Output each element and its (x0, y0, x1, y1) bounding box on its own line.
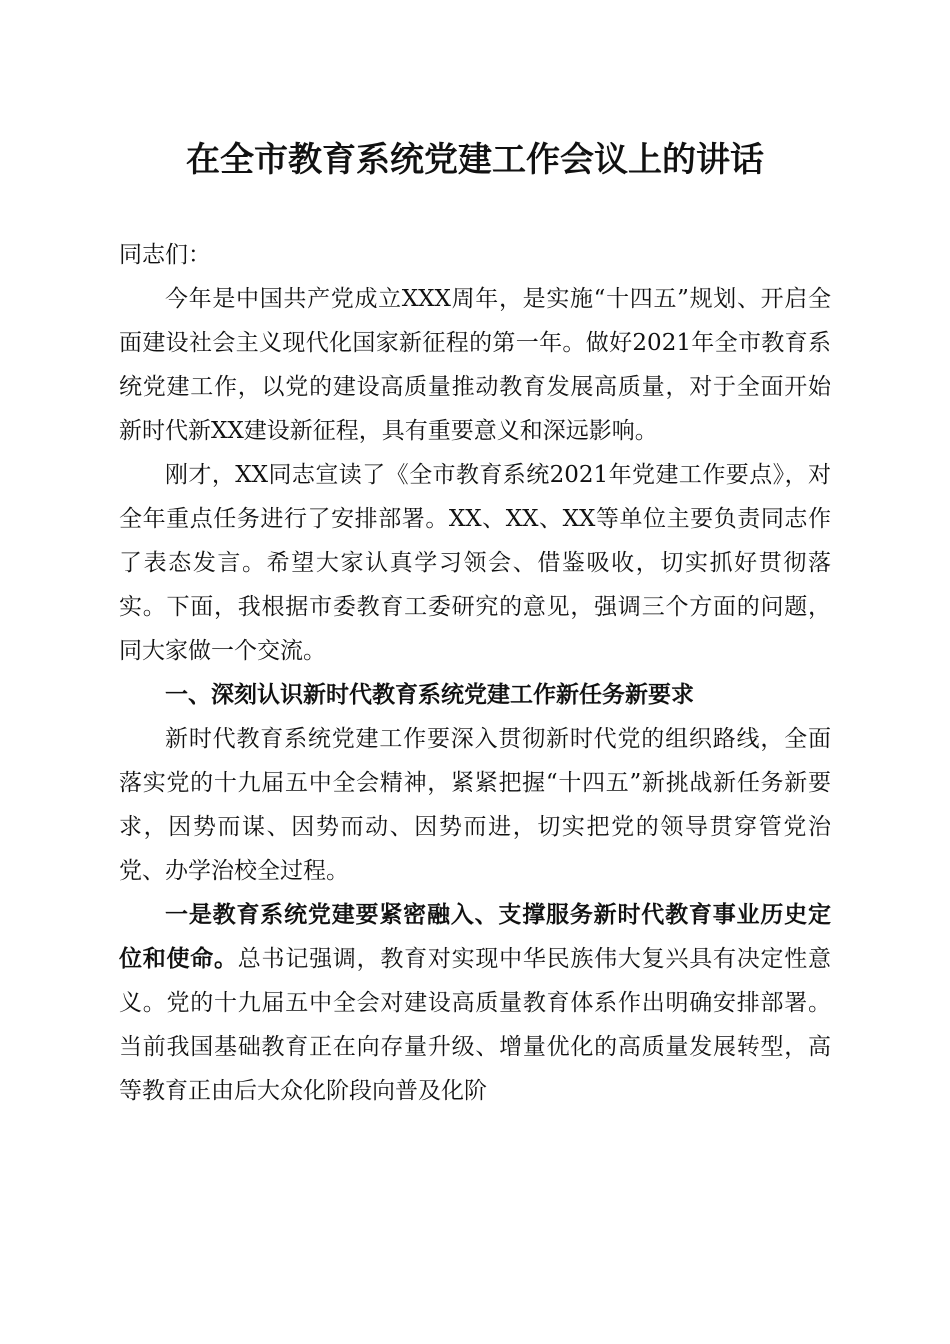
document-body (119, 233, 831, 1113)
paragraph-3: 新时代教育系统党建工作要深入贯彻新时代党的组织路线，全面落实党的十九届五中全会精神，紧紧把握“十四五”新挑战新任务新要求，因势而谋、因势而动、因势而进，切实把党的领导贯穿管党治党、办学治校全过程。 (119, 726, 831, 884)
document-title: 在全市教育系统党建工作会议上的讲话 (186, 140, 764, 180)
greeting: 同志们： (119, 242, 211, 268)
paragraph-4-lead: 一是教育系统党建要紧密融入、支撑服务新时代教育事业历史定位和使命。 (119, 901, 831, 972)
paragraph-1: 今年是中国共产党成立XXX周年，是实施“十四五”规划、开启全面建设社会主义现代化国家新征程的第一年。做好2021年全市教育系统党建工作，以党的建设高质量推动教育发展高质量，对于全面开始新时代新XX建设新征程，具有重要意义和深远影响。 (119, 286, 831, 444)
paragraph-4 (119, 893, 831, 1113)
paragraph-4-rest: 总书记强调，教育对实现中华民族伟大复兴具有决定性意义。党的十九届五中全会对建设高质量教育体系作出明确安排部署。当前我国基础教育正在向存量升级、增量优化的高质量发展转型，高等教育正由后大众化阶段向普及化阶 (119, 946, 832, 1104)
paragraph-2: 刚才，XX同志宣读了《全市教育系统2021年党建工作要点》，对全年重点任务进行了安排部署。XX、XX、XX等单位主要负责同志作了表态发言。希望大家认真学习领会、借鉴吸收，切实抓好贯彻落实。下面，我根据市委教育工委研究的意见，强调三个方面的问题，同大家做一个交流。 (119, 462, 831, 664)
section-heading-1: 一、深刻认识新时代教育系统党建工作新任务新要求 (165, 682, 694, 708)
